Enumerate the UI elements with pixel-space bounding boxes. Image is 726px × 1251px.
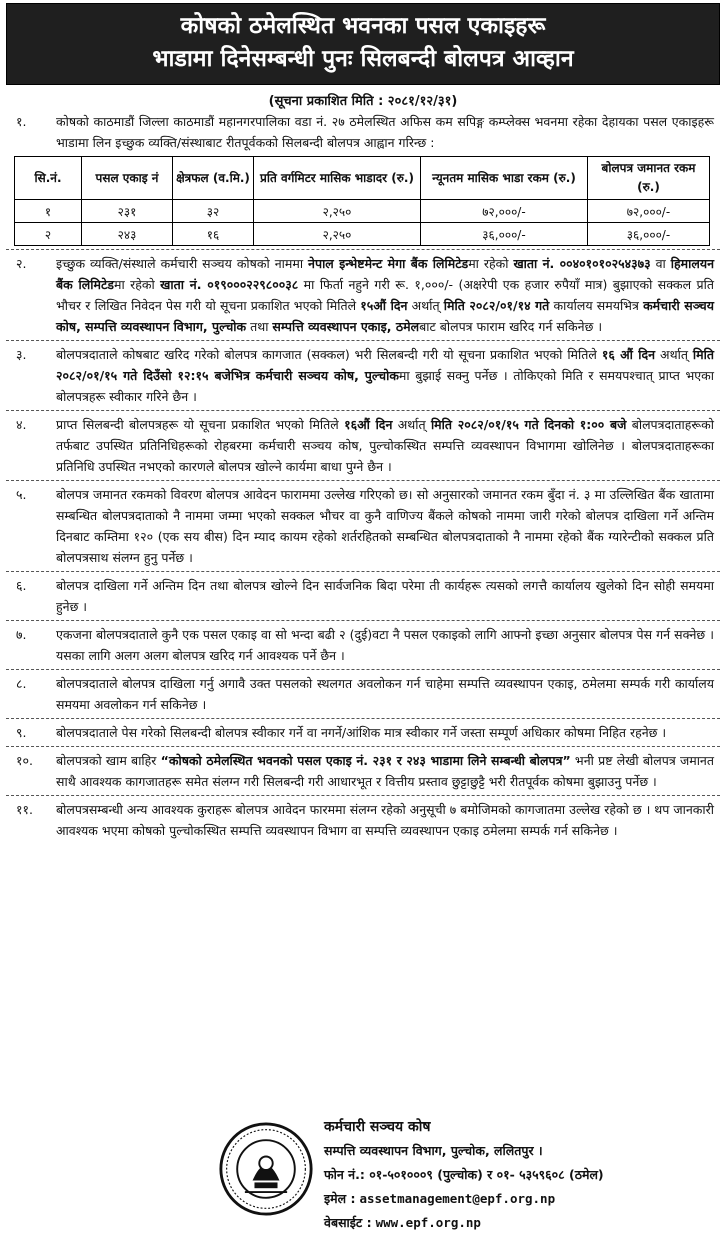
table-cell: २,२५०	[254, 223, 421, 246]
paragraph-number: ५.	[16, 487, 27, 502]
table-header-row	[15, 157, 710, 200]
table-cell: ७२,०००/-	[421, 200, 588, 223]
paragraph-text: कोषको काठमाडौं जिल्ला काठमाडौं महानगरपालिका वडा नं. २७ ठमेलस्थित अफिस कम सपिङ्ग कम्प्लेक्स भवनमा रहेका देहायका पसल एकाइहरू भाडामा लिन इच्छुक व्यक्ति/संस्थाबाट रीतपूर्वकको सिलबन्दी बोलपत्र आह्वान गरिन्छ :	[56, 114, 714, 150]
paragraph-number: १.	[16, 114, 27, 129]
paragraph-number: ६.	[16, 578, 27, 593]
divider	[6, 249, 720, 250]
envelope-label: “कोषको ठमेलस्थित भवनको पसल एकाइ नं. २३१ र २४३ भाडामा लिने सम्बन्धी बोलपत्र”	[160, 753, 571, 768]
website-row	[324, 1211, 720, 1235]
shop-units-table	[14, 156, 710, 246]
paragraph-9	[6, 722, 720, 743]
paragraph-text: बोलपत्रदाताले बोलपत्र दाखिला गर्नु अगावै उक्त पसलको स्थलगत अवलोकन गर्न चाहेमा सम्पत्ति व्यवस्थापन एकाइ, ठमेलमा सम्पर्क गरी कार्यालय समयमा अवलोकन गर्न सकिनेछ ।	[56, 676, 714, 712]
text-run: मा रहेको	[113, 277, 161, 292]
opening-day: १६औं दिन	[344, 417, 393, 432]
paragraph-number: २.	[16, 256, 27, 271]
header-unit-no: पसल एकाइ नं	[82, 157, 173, 200]
title-line-2: भाडामा दिनेसम्बन्धी पुनः सिलबन्दी बोलपत्र आव्हान	[152, 46, 574, 72]
department-address: सम्पत्ति व्यवस्थापन विभाग, पुल्चोक, ललितपुर ।	[324, 1143, 543, 1158]
email-address[interactable]: assetmanagement@epf.org.np	[359, 1191, 556, 1206]
paragraph-number: ८.	[16, 676, 27, 691]
header-min-rent: न्यूनतम मासिक भाडा रकम (रु.)	[421, 157, 588, 200]
email-label: इमेल :	[324, 1191, 356, 1206]
website-url[interactable]: www.epf.org.np	[375, 1215, 481, 1230]
table-cell: २	[15, 223, 82, 246]
paragraph-text	[56, 750, 720, 792]
divider	[6, 480, 720, 481]
bank-name-nimb: नेपाल इन्भेष्टमेन्ट मेगा बैंक लिमिटेड	[308, 256, 469, 271]
paragraph-10	[6, 750, 720, 792]
submission-deadline: मिति २०८२/०१/१५ गते दिउँसो १२:१५ बजेभित्र कर्मचारी सञ्चय कोष, पुल्चोक	[56, 347, 714, 383]
notice-header	[6, 3, 720, 85]
paragraph-text: बोलपत्रसम्बन्धी अन्य आवश्यक कुराहरू बोलपत्र आवेदन फारममा संलग्न रहेको अनुसूची ७ बमोजिमको कागजातमा उल्लेख रहेको छ । थप जानकारी आवश्यक भएमा कोषको पुल्चोकस्थित सम्पत्ति व्यवस्थापन विभाग वा सम्पत्ति व्यवस्थापन एकाइ ठमेलमा सम्पर्क गर्न सकिनेछ ।	[56, 802, 714, 838]
paragraph-1	[6, 111, 720, 153]
text-run: मा रहेको	[468, 256, 514, 271]
header-rate: प्रति वर्गमिटर मासिक भाडादर (रु.)	[254, 157, 421, 200]
paragraph-3	[6, 344, 720, 407]
paragraph-text: एकजना बोलपत्रदाताले कुनै एक पसल एकाइ वा सो भन्दा बढी २ (दुई)वटा नै पसल एकाइको लागि आफ्नो इच्छा अनुसार बोलपत्र पेस गर्न सक्नेछ । यसका लागि अलग अलग बोलपत्र खरिद गर्न आवश्यक पर्ने छैन ।	[56, 627, 714, 663]
divider	[6, 620, 720, 621]
paragraph-text: बोलपत्र दाखिला गर्ने अन्तिम दिन तथा बोलपत्र खोल्ने दिन सार्वजनिक बिदा परेमा ती कार्यहरू त्यसको लगत्तै कार्यालय खुलेको दिन सोही समयमा हुनेछ ।	[56, 578, 714, 614]
deadline-day: १५औं दिन	[360, 298, 408, 313]
email-row	[324, 1187, 720, 1211]
paragraph-text	[56, 344, 720, 407]
header-sn: सि.नं.	[15, 157, 82, 200]
paragraph-number: ४.	[16, 417, 27, 432]
divider	[6, 718, 720, 719]
office-pulchowk: कर्मचारी सञ्चय कोष, सम्पत्ति व्यवस्थापन विभाग, पुल्चोक	[56, 298, 714, 334]
footer	[6, 1115, 720, 1245]
title-line-1: कोषको ठमेलस्थित भवनका पसल एकाइहरू	[180, 13, 546, 39]
text-run: वा	[650, 256, 671, 271]
paragraph-8	[6, 673, 720, 715]
epf-seal-logo	[218, 1121, 314, 1217]
divider	[6, 410, 720, 411]
table-cell: २,२५०	[254, 200, 421, 223]
text-run: प्राप्त सिलबन्दी बोलपत्रहरू यो सूचना प्रकाशित भएको मितिले	[56, 417, 345, 432]
text-run: कार्यालय समयभित्र	[549, 298, 644, 313]
phone-numbers: फोन नं.: ०१-५०१०००९ (पुल्चोक) र ०१- ५३५९६०८ (ठमेल)	[324, 1167, 604, 1182]
table-row	[15, 223, 710, 246]
paragraph-number: ११.	[16, 802, 33, 817]
table-cell: ७२,०००/-	[588, 200, 710, 223]
paragraph-6	[6, 575, 720, 617]
text-run: बोलपत्रदाताहरूको तर्फबाट उपस्थित प्रतिनिधिहरूको रोहबरमा कर्मचारी सञ्चय कोष, पुल्चोकस्थित सम्पत्ति व्यवस्थापन विभागमा खोलिनेछ । बोलपत्रदाताहरूका प्रतिनिधि उपस्थित नभएको कारणले बोलपत्र खोल्ने कार्यमा बाधा पुग्ने छैन ।	[56, 417, 714, 474]
paragraph-number: १०.	[16, 753, 33, 768]
organization-name: कर्मचारी सञ्चय कोष	[324, 1119, 431, 1135]
paragraph-number: ९.	[16, 725, 27, 740]
text-run: बोलपत्रको खाम बाहिर	[56, 753, 161, 768]
account-number-nimb: खाता नं. ००४०१०१०२५४३७३	[513, 256, 651, 271]
paragraph-number: ७.	[16, 627, 27, 642]
text-run: भनी प्रष्ट लेखी बोलपत्र जमानत साथै आवश्यक कागजातहरू समेत संलग्न गरी सिलबन्दी गरी आधारभूत र वित्तीय प्रस्ताव छुट्टाछुट्टै भरी रीतपूर्वक कोषमा बुझाउनु पर्नेछ ।	[56, 753, 714, 789]
table-cell: २४३	[82, 223, 173, 246]
publish-date: (सूचना प्रकाशित मिति : २०८१/१२/३१)	[268, 94, 458, 109]
table-cell: १६	[173, 223, 254, 246]
text-run: बोलपत्रदाताले कोषबाट खरिद गरेको बोलपत्र कागजात (सक्कल) भरी सिलबन्दी गरी यो सूचना प्रकाशित भएको मितिले	[56, 347, 602, 362]
paragraph-5	[6, 484, 720, 568]
text-run: बाट बोलपत्र फाराम खरिद गर्न सकिनेछ ।	[419, 319, 603, 334]
divider	[6, 746, 720, 747]
text-run: अर्थात्	[392, 417, 431, 432]
text-run: अर्थात्	[655, 347, 693, 362]
table-cell: ३६,०००/-	[588, 223, 710, 246]
table-cell: ३२	[173, 200, 254, 223]
text-run: तथा	[246, 319, 273, 334]
divider	[6, 795, 720, 796]
table-row	[15, 200, 710, 223]
table-cell: १	[15, 200, 82, 223]
text-run: मा फिर्ता नहुने गरी रू. १,०००/- (अक्षरेपी एक हजार रुपैयाँ मात्र) बुझाएको सक्कल प्रति भौचर र लिखित निवेदन पेस गरी यो सूचना प्रकाशित भएको मितिले	[56, 277, 714, 313]
paragraph-text: बोलपत्र जमानत रकमको विवरण बोलपत्र आवेदन फाराममा उल्लेख गरिएको छ। सो अनुसारको जमानत रकम बुँदा नं. ३ मा उल्लिखित बैंक खातामा सम्बन्धित बोलपत्रदाताको नै नाममा जम्मा भएको सक्कल भौचर वा कुनै वाणिज्य बैंकले कोषको नाममा जारी गरेको बोलपत्र दाखिला गर्ने अन्तिम दिनबाट कम्तिमा १२० (एक सय बीस) दिन म्याद कायम रहेको शर्तरहितको सम्बन्धित बोलपत्रदाताको नै नाममा रहेको बैंक ग्यारेन्टीको सक्कल प्रति बोलपत्रसाथ संलग्न हुनु पर्नेछ ।	[56, 487, 714, 565]
header-area: क्षेत्रफल (व.मि.)	[173, 157, 254, 200]
account-number-himalayan: खाता नं. ०१९०००२२९८००३८	[160, 277, 299, 292]
submission-day: १६ औं दिन	[601, 347, 656, 362]
paragraph-7	[6, 624, 720, 666]
website-label: वेबसाईट :	[324, 1215, 372, 1230]
paragraph-text	[56, 414, 720, 477]
paragraph-11	[6, 799, 720, 841]
table-cell: ३६,०००/-	[421, 223, 588, 246]
table-cell: २३१	[82, 200, 173, 223]
contact-block	[324, 1115, 720, 1235]
paragraph-number: ३.	[16, 347, 27, 362]
paragraph-4	[6, 414, 720, 477]
text-run: मा बुझाई सक्नु पर्नेछ । तोकिएको मिति र समयपश्चात् प्राप्त भएका बोलपत्रहरू स्वीकार गरिने छैन ।	[56, 368, 714, 404]
bank-name-himalayan: हिमालयन बैंक लिमिटेड	[56, 256, 715, 292]
divider	[6, 340, 720, 341]
text-run: इच्छुक व्यक्ति/संस्थाले कर्मचारी सञ्चय कोषको नाममा	[56, 256, 309, 271]
office-thamel: सम्पत्ति व्यवस्थापन एकाइ, ठमेल	[272, 319, 420, 334]
opening-datetime: मिति २०८२/०१/१५ गते दिनको १:०० बजे	[430, 417, 627, 432]
divider	[6, 571, 720, 572]
text-run: अर्थात्	[407, 298, 444, 313]
paragraph-2	[6, 253, 720, 337]
notice-page	[6, 3, 720, 1247]
divider	[6, 669, 720, 670]
paragraph-text: बोलपत्रदाताले पेस गरेको सिलबन्दी बोलपत्र स्वीकार गर्ने वा नगर्ने/आंशिक मात्र स्वीकार गर्ने जस्ता सम्पूर्ण अधिकार कोषमा निहित रहनेछ ।	[56, 725, 667, 740]
header-bid-bond: बोलपत्र जमानत रकम (रु.)	[588, 157, 710, 200]
paragraph-text	[56, 253, 720, 337]
deadline-date: मिति २०८२/०१/१४ गते	[443, 298, 550, 313]
